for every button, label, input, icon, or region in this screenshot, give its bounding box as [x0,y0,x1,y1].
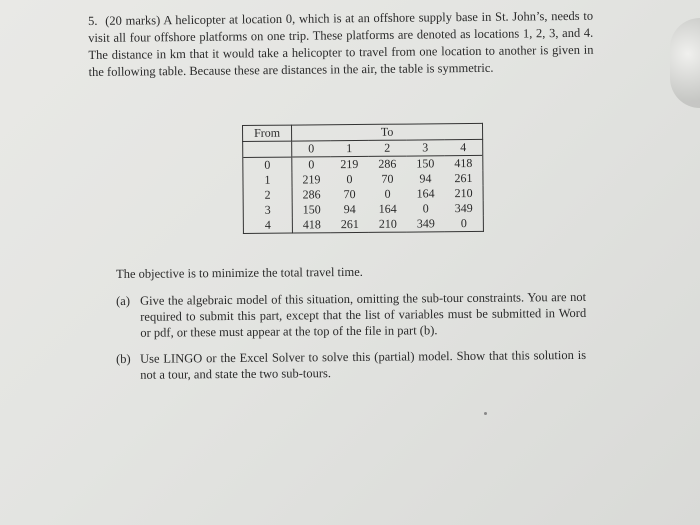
problem-number: 5. [88,13,98,28]
distance-cell: 210 [369,217,407,233]
distance-cell: 418 [444,155,483,171]
distance-cell: 94 [343,202,356,217]
part-label: (a) [116,293,131,308]
part-text: Give the algebraic model of this situation, omitting the sub-tour constraints. You are not required to submit this part, except that the list of variables must be submitted in Word or pdf, or these must appear at the top of the file in part (b). [140,289,587,340]
part-text: Use LINGO or the Excel Solver to solve this (partial) model. Show that this solution is not a tour, and state the two sub-tours. [140,347,587,382]
distance-cell: 164 [378,201,397,216]
objective-text: The objective is to minimize the total travel time. [116,264,363,281]
from-header: From [243,125,292,141]
distance-cell: 0 [422,201,429,216]
part-label: (b) [116,351,131,366]
distance-cell: 0 [292,157,331,173]
distance-cell: 219 [330,156,368,172]
distance-cell: 0 [346,172,353,187]
row-label: 1 [243,173,292,188]
paper-speck [484,412,487,415]
distance-cell: 261 [331,217,369,233]
column-header: 0 [292,141,331,157]
distance-cell: 286 [368,156,406,172]
distance-cell: 164 [416,186,435,201]
distance-cell: 94 [419,171,432,186]
row-label: 3 [243,203,292,218]
distance-cell: 0 [384,186,391,201]
problem-statement [88,8,594,81]
to-header: To [292,123,483,141]
distance-cell: 286 [292,187,331,202]
part-a [116,289,586,341]
distance-cell: 210 [445,186,484,201]
paper-corner [670,18,700,108]
row-label: 4 [243,218,292,234]
column-header: 1 [330,140,368,156]
distance-cell: 349 [407,216,445,232]
distance-cell: 70 [381,171,394,186]
distance-cell: 0 [445,216,484,232]
part-b [116,347,586,383]
problem-text: (20 marks) A helicopter at location 0, which is at an offshore supply base in St. John’s, needs to visit all four offshore platforms on one trip. These platforms are denoted as locations 1, 2, 3, and 4. The distance in km that it would take a helicopter to travel from one location to another is given in the following table. Because these are distances in the air, the table is symmetric. [88,8,594,79]
blank-corner-cell [243,141,292,157]
distance-table [242,123,484,234]
column-header: 3 [406,140,444,156]
row-label: 2 [243,188,292,203]
distance-cell: 70 [343,187,356,202]
distance-cell: 418 [292,217,331,233]
row-label: 0 [243,157,292,173]
column-header: 2 [368,140,406,156]
distance-cell: 150 [292,202,331,217]
distance-cell: 219 [292,172,331,187]
distance-cell: 150 [406,156,444,172]
distance-cell: 261 [444,171,483,186]
column-header: 4 [444,139,483,155]
distance-cell: 349 [445,201,484,216]
table-row [243,216,483,234]
